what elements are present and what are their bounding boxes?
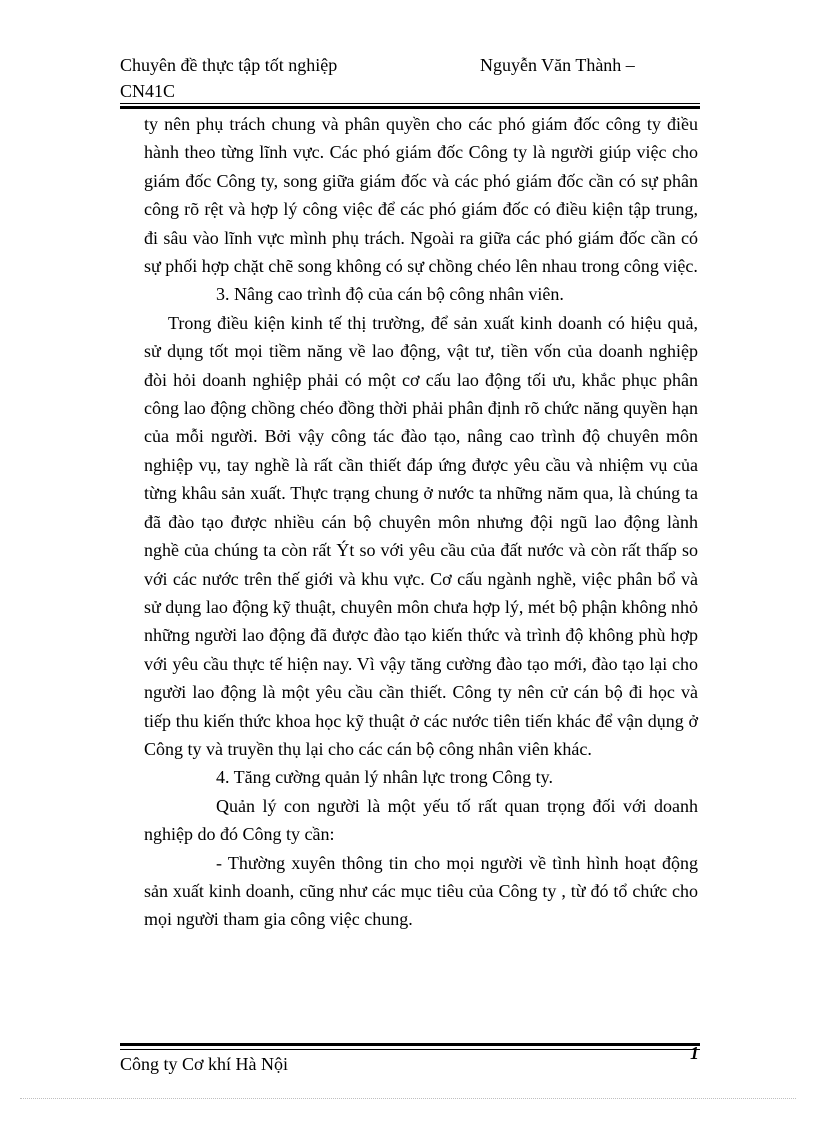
header-rule-thin	[120, 103, 700, 104]
section-heading-4: 4. Tăng cường quản lý nhân lực trong Công ty.	[216, 767, 553, 788]
header-rule-thick	[120, 106, 700, 109]
footer-rule-thick	[120, 1043, 700, 1046]
body-text	[144, 110, 698, 934]
header-class-code: CN41C	[120, 81, 176, 101]
section-heading-3: 3. Nâng cao trình độ của cán bộ công nhân viên.	[216, 284, 564, 305]
page-header	[120, 52, 680, 104]
page-edge-dotted-line	[20, 1098, 796, 1099]
header-author: Nguyễn Văn Thành –	[480, 55, 635, 75]
footer-company: Công ty Cơ khí Hà Nội	[120, 1054, 289, 1074]
paragraph-management: Quản lý con người là một yếu tố rất quan trọng đối với doanh nghiệp do đó Công ty cần:	[144, 795, 698, 845]
page-number: 1	[690, 1043, 699, 1063]
paragraph-training: Trong điều kiện kinh tế thị trường, để sản xuất kinh doanh có hiệu quả, sử dụng tốt mọi tiềm năng về lao động, vật tư, tiền vốn của doanh nghiệp đòi hỏi doanh nghiệp phải có một cơ cấu lao động tối ưu, khắc phục phân công lao động chồng chéo đồng thời phải phân định rõ chức năng quyền hạn của mỗi người. Bởi vậy công tác đào tạo, nâng cao trình độ chuyên môn nghiệp vụ, tay nghề là rất cần thiết đáp ứng được yêu cầu và nhiệm vụ của từng khâu sản xuất. Thực trạng chung ở nước ta những năm qua, là chúng ta đã đào tạo được nhiều cán bộ chuyên môn nhưng đội ngũ lao động lành nghề của chúng ta còn rất Ýt so với yêu cầu của đất nước và còn rất thấp so với các nước trên thế giới và khu vực. Cơ cấu ngành nghề, việc phân bổ và sử dụng lao động kỹ thuật, chuyên môn chưa hợp lý, mét bộ phận không nhỏ những người lao động đã được đào tạo kiến thức và trình độ không phù hợp với yêu cầu thực tế hiện nay. Vì vậy tăng cường đào tạo mới, đào tạo lại cho người lao động là một yêu cầu cần thiết. Công ty nên cử cán bộ đi học và tiếp thu kiến thức khoa học kỹ thuật ở các nước tiên tiến khác để vận dụng ở Công ty và truyền thụ lại cho các cán bộ công nhân viên khác.	[144, 312, 698, 759]
paragraph-continuation: ty nên phụ trách chung và phân quyền cho các phó giám đốc công ty điều hành theo từng lĩnh vực. Các phó giám đốc Công ty là người giúp việc cho giám đốc Công ty, song giữa giám đốc và các phó giám đốc cần có sự phân công rõ rệt và hợp lý công việc để các phó giám đốc có điều kiện tập trung, đi sâu vào lĩnh vực mình phụ trách. Ngoài ra giữa các phó giám đốc cần có sự phối hợp chặt chẽ song không có sự chồng chéo lên nhau trong công việc.	[144, 114, 698, 277]
header-report-title: Chuyên đề thực tập tốt nghiệp	[120, 55, 338, 75]
footer-rule-thin	[120, 1049, 700, 1050]
list-item-information: - Thường xuyên thông tin cho mọi người về tình hình hoạt động sản xuất kinh doanh, cũng như các mục tiêu của Công ty , từ đó tổ chức cho mọi người tham gia công việc chung.	[144, 852, 698, 930]
